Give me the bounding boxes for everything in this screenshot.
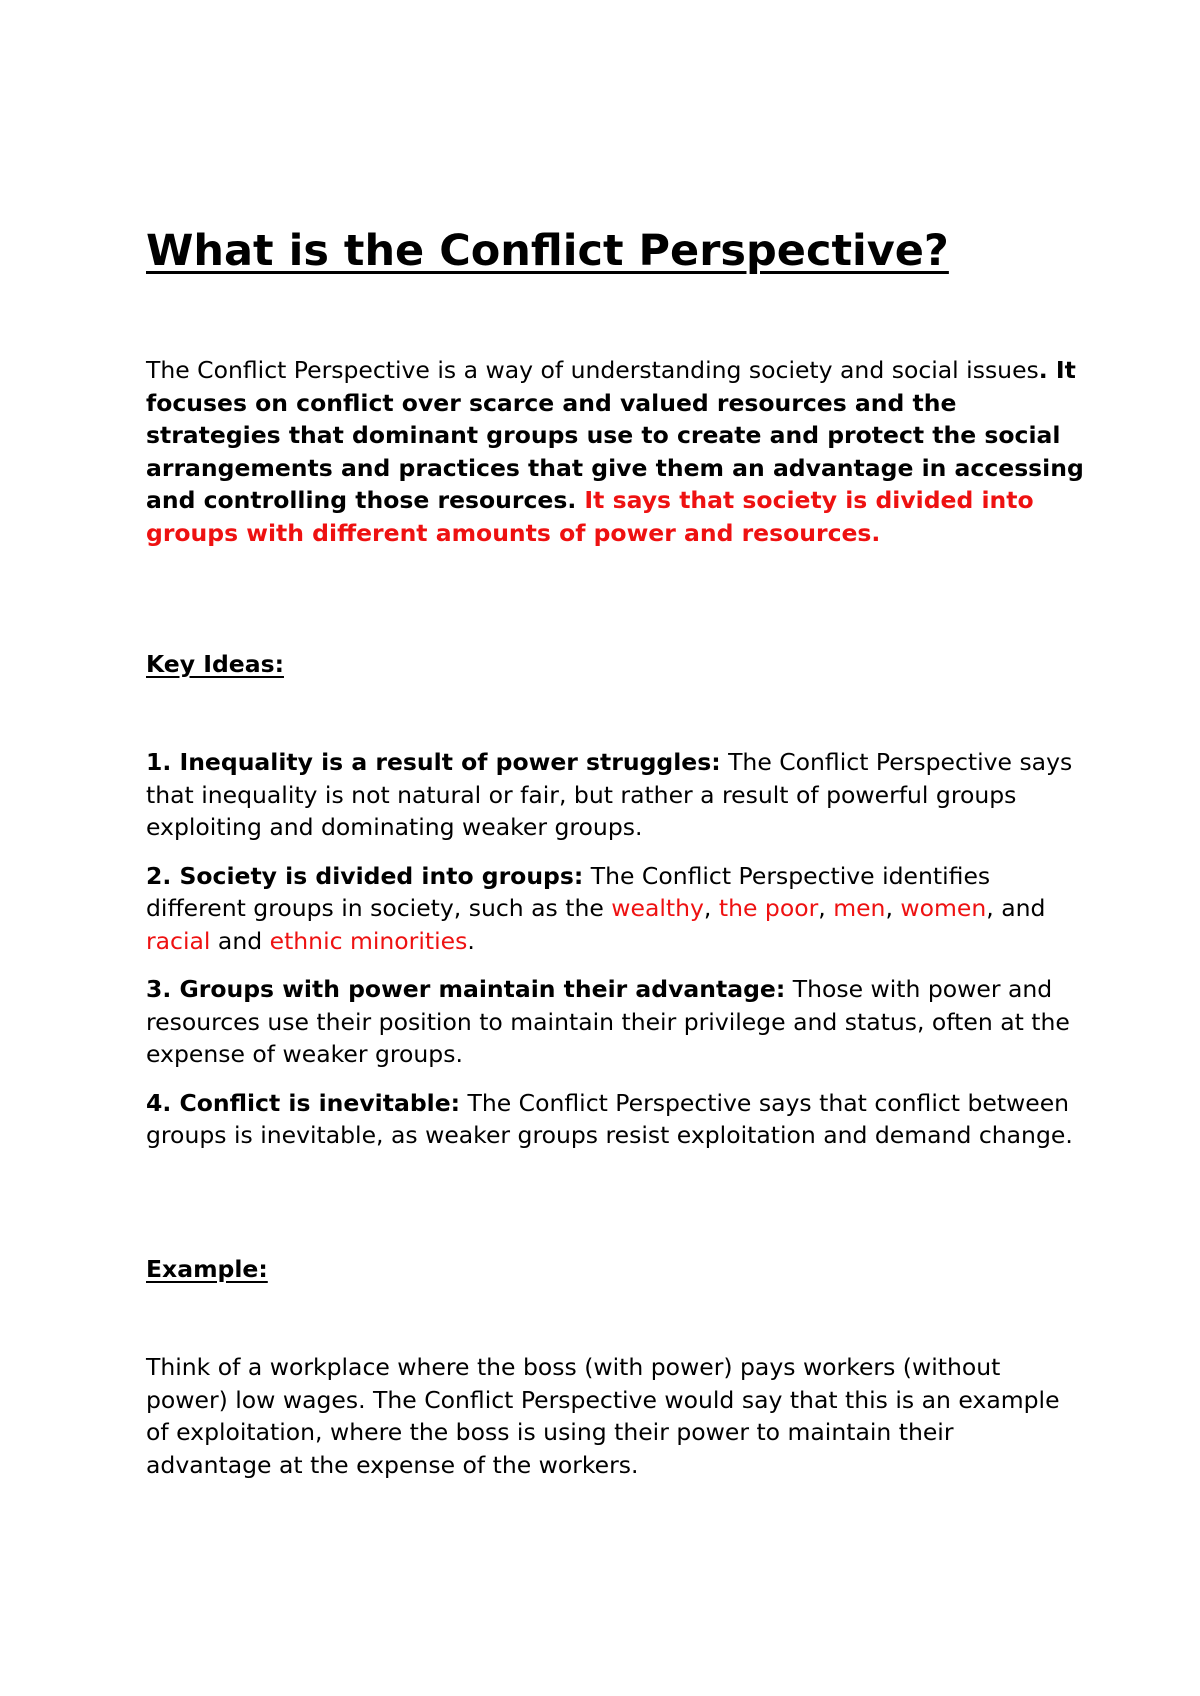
key-idea-text: The Conflict Perspective says that conflict between groups is inevitable, as weaker groups resist exploitation and demand change.: [146, 1088, 1073, 1149]
key-idea-label: 4. Conflict is inevitable:: [146, 1088, 461, 1117]
key-idea-label: 3. Groups with power maintain their advantage:: [146, 975, 786, 1003]
separator: ,: [885, 894, 901, 922]
key-idea-1: [146, 746, 1086, 844]
key-idea-2: [146, 860, 1086, 958]
separator: and: [1001, 894, 1046, 922]
key-ideas-heading: Key Ideas:: [146, 650, 284, 678]
key-idea-label: 2. Society is divided into groups:: [146, 861, 584, 890]
key-idea-text: The Conflict Perspective says that inequality is not natural or fair, but rather a result of powerful groups exploiting and dominating weaker groups.: [146, 748, 1073, 841]
group-racial: racial: [146, 926, 211, 955]
group-women: women: [900, 894, 987, 922]
group-men: men: [833, 894, 886, 922]
sentence-end: .: [467, 926, 475, 955]
group-the-poor: the poor: [718, 894, 819, 922]
separator: and: [210, 926, 270, 955]
key-idea-3: [146, 973, 1086, 1071]
example-paragraph: Think of a workplace where the boss (with power) pays workers (without power) low wages. The Conflict Perspective would say that this is an example of exploitation, where the boss is using their power to maintain their advantage at the expense of the workers.: [146, 1353, 1060, 1479]
key-idea-label: 1. Inequality is a result of power struggles:: [146, 748, 721, 776]
group-wealthy: wealthy: [611, 894, 704, 922]
intro-paragraph: [146, 354, 1086, 549]
key-idea-4: [146, 1087, 1086, 1152]
key-idea-text: The Conflict Perspective identifies different groups in society, such as the: [146, 861, 991, 922]
key-idea-text: Those with power and resources use their position to maintain their privilege and status, often at the expense of weaker groups.: [146, 975, 1070, 1068]
separator: ,: [986, 894, 1002, 922]
page-title: What is the Conflict Perspective?: [146, 226, 949, 276]
group-ethnic-minorities: ethnic minorities: [269, 926, 468, 955]
intro-plain-text: The Conflict Perspective is a way of understanding society and social issues: [146, 356, 1039, 384]
separator: ,: [703, 894, 719, 922]
intro-highlight-text: It says that society is divided into groups with different amounts of power and resources.: [146, 486, 1034, 547]
example-heading: Example:: [146, 1255, 268, 1283]
separator: ,: [818, 894, 834, 922]
intro-bold-text: . It focuses on conflict over scarce and valued resources and the strategies that dominant groups use to create and protect the social arrangements and practices that give them an advantage in accessing and controlling those resources.: [146, 356, 1084, 514]
key-ideas-list: [146, 746, 1086, 1168]
